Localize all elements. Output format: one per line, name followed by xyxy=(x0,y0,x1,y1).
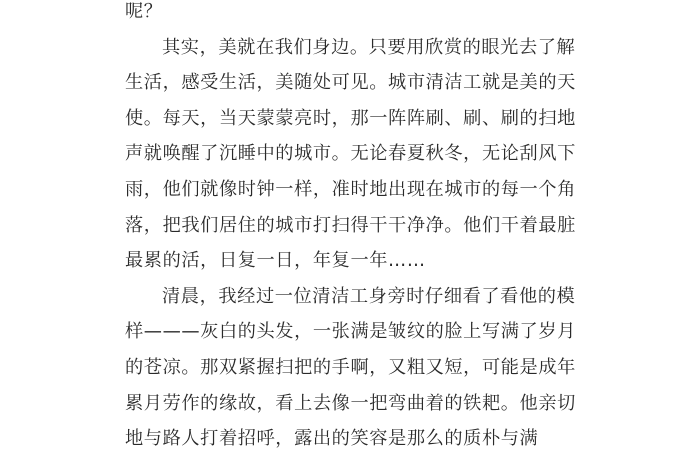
text-line: 落，把我们居住的城市打扫得干干净净。他们干着最脏 xyxy=(125,214,576,236)
text-line: 样———灰白的头发，一张满是皱纹的脸上写满了岁月 xyxy=(125,321,576,343)
text-line: 清晨，我经过一位清洁工身旁时仔细看了看他的模 xyxy=(162,285,576,307)
text-line: 雨，他们就像时钟一样，准时地出现在城市的每一个角 xyxy=(125,178,576,200)
text-line: 累月劳作的缘故，看上去像一把弯曲着的铁耙。他亲切 xyxy=(125,392,576,414)
document-page xyxy=(125,0,585,457)
text-line: 使。每天，当天蒙蒙亮时，那一阵阵刷、刷、刷的扫地 xyxy=(125,107,576,129)
text-line: 呢？ xyxy=(125,1,163,22)
text-line: 声就唤醒了沉睡中的城市。无论春夏秋冬，无论刮风下 xyxy=(125,143,576,165)
text-line: 的苍凉。那双紧握扫把的手啊，又粗又短，可能是成年 xyxy=(125,356,576,378)
text-line: 地与路人打着招呼，露出的笑容是那么的质朴与满 xyxy=(125,428,539,450)
text-line: 生活，感受生活，美随处可见。城市清洁工就是美的天 xyxy=(125,72,576,94)
text-line: 最累的活，日复一日，年复一年…… xyxy=(125,250,426,272)
text-line: 其实，美就在我们身边。只要用欣赏的眼光去了解 xyxy=(162,36,576,58)
